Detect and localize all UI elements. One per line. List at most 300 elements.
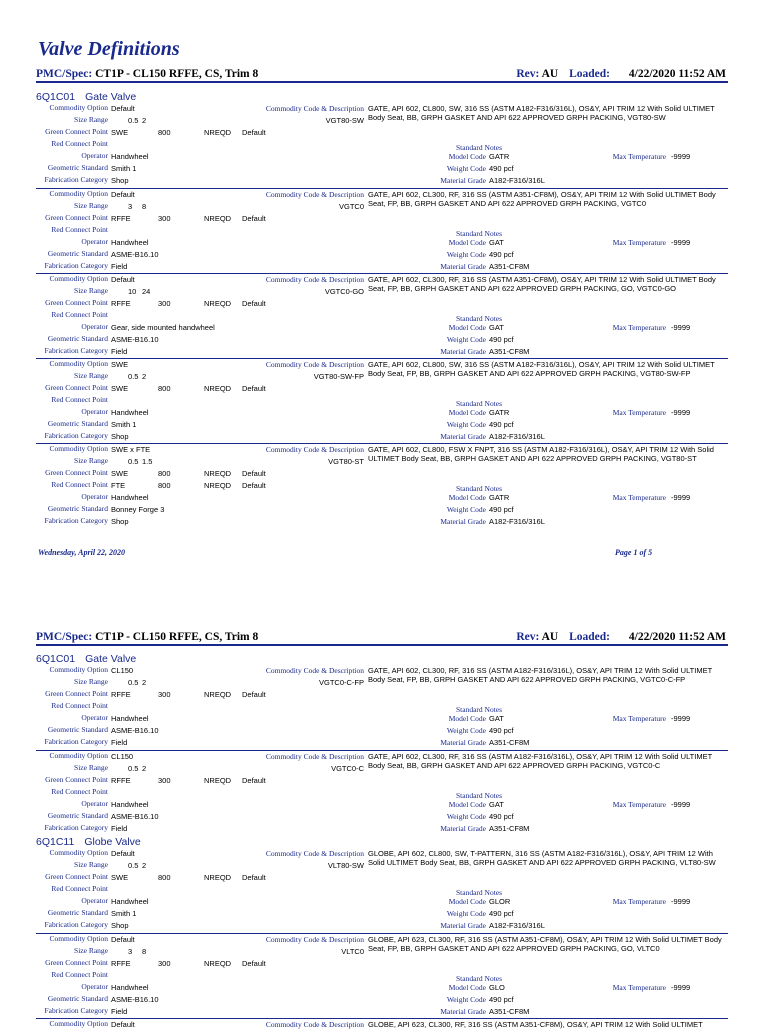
size-range-label: Size Range [74,115,108,124]
green-connect-point-label: Green Connect Point [45,689,108,698]
material-grade-value: A351-CF8M [489,824,530,833]
max-temperature-value: -9999 [671,800,691,809]
commodity-code-description-label: Commodity Code & Description [265,190,364,199]
weight-code-value: 490 pcf [489,335,514,344]
green-rating-value: 300 [158,214,171,223]
green-default-value: Default [242,690,266,699]
commodity-option-label: Commodity Option [49,444,108,453]
commodity-code-description-label: Commodity Code & Description [265,445,364,454]
valve-record [36,665,728,750]
size-from-value: 10 [128,287,137,296]
size-range-label: Size Range [74,860,108,869]
model-code-label: Model Code [448,714,486,723]
green-rating-value: 300 [158,690,171,699]
red-connect-point-label: Red Connect Point [51,395,108,404]
green-default-value: Default [242,214,266,223]
max-temperature-label: Max Temperature [612,714,666,723]
weight-code-label: Weight Code [446,335,486,344]
commodity-option-value: CL150 [111,666,134,675]
green-connect-point-label: Green Connect Point [45,958,108,967]
model-code-value: GATR [489,408,510,417]
size-to-value: 2 [142,678,147,687]
geometric-standard-value: ASME-B16.10 [111,812,159,821]
model-code-label: Model Code [448,983,486,992]
material-grade-value: A182-F316/316L [489,921,545,930]
commodity-description-value: GLOBE, API 602, CL800, SW, T-PATTERN, 316 SS (ASTM A182-F316/316L), OS&Y, API TRIM 12 With Solid ULTIMET Body Seat, BB, GRPH GASKET AND API 622 APPROVED GRPH PACKING, VLT80-SW [368,849,716,867]
fabrication-category-label: Fabrication Category [44,431,108,440]
commodity-code-value: VGTC0 [338,202,364,211]
size-range-label: Size Range [74,946,108,955]
commodity-code-description-label: Commodity Code & Description [265,360,364,369]
fabrication-category-value: Field [111,1007,128,1016]
max-temperature-value: -9999 [671,238,691,247]
fabrication-category-label: Fabrication Category [44,346,108,355]
red-connect-point-label: Red Connect Point [51,787,108,796]
size-range-label: Size Range [74,371,108,380]
commodity-description-value: GATE, API 602, CL300, RF, 316 SS (ASTM A182-F316/316L), OS&Y, API TRIM 12 With Solid ULTIMET Body Seat, FP, BB, GRPH GASKET AND API 622 APPROVED GRPH PACKING, VGTC0-C-FP [368,666,713,684]
green-connect-point-label: Green Connect Point [45,298,108,307]
green-end-value: SWE [111,873,129,882]
rev-value: AU [541,631,559,643]
valve-record [36,1018,728,1030]
green-rating-value: 800 [158,128,171,137]
group-name: Gate Valve [85,653,137,665]
green-req-value: NREQD [204,690,232,699]
material-grade-value: A182-F316/316L [489,517,545,526]
geometric-standard-value: ASME-B16.10 [111,726,159,735]
commodity-option-value: CL150 [111,752,134,761]
green-req-value: NREQD [204,959,232,968]
fabrication-category-label: Fabrication Category [44,823,108,832]
green-rating-value: 800 [158,384,171,393]
material-grade-value: A351-CF8M [489,347,530,356]
commodity-code-value: VGT80-ST [328,457,364,466]
commodity-description-value: GLOBE, API 623, CL300, RF, 316 SS (ASTM A351-CF8M), OS&Y, API TRIM 12 With Solid ULTIMET [368,1020,703,1029]
weight-code-value: 490 pcf [489,995,514,1004]
max-temperature-value: -9999 [671,152,691,161]
valve-record [36,273,728,358]
geometric-standard-label: Geometric Standard [47,334,108,343]
max-temperature-label: Max Temperature [612,493,666,502]
operator-value: Gear, side mounted handwheel [111,323,215,332]
red-connect-point-label: Red Connect Point [51,970,108,979]
weight-code-value: 490 pcf [489,909,514,918]
weight-code-value: 490 pcf [489,505,514,514]
commodity-code-description-label: Commodity Code & Description [265,666,364,675]
operator-label: Operator [81,322,108,331]
geometric-standard-label: Geometric Standard [47,994,108,1003]
green-rating-value: 300 [158,299,171,308]
green-end-value: SWE [111,469,129,478]
red-connect-point-label: Red Connect Point [51,139,108,148]
material-grade-label: Material Grade [440,738,486,747]
red-connect-point-label: Red Connect Point [51,701,108,710]
valve-record [36,103,728,188]
operator-label: Operator [81,407,108,416]
weight-code-value: 490 pcf [489,420,514,429]
model-code-value: GAT [489,800,504,809]
geometric-standard-value: Smith 1 [111,164,137,173]
standard-notes-label: Standard Notes [456,229,503,238]
size-from-value: 0.5 [128,861,139,870]
operator-label: Operator [81,151,108,160]
valve-record [36,750,728,835]
operator-label: Operator [81,713,108,722]
model-code-label: Model Code [448,238,486,247]
geometric-standard-label: Geometric Standard [47,163,108,172]
group-code: 6Q1C01 [36,653,76,665]
valve-record [36,933,728,1018]
green-default-value: Default [242,128,266,137]
commodity-option-label: Commodity Option [49,189,108,198]
max-temperature-value: -9999 [671,493,691,502]
green-end-value: RFFE [111,214,131,223]
material-grade-label: Material Grade [440,1007,486,1016]
commodity-code-value: VGTC0-GO [324,287,364,296]
fabrication-category-value: Shop [111,432,129,441]
commodity-option-value: Default [111,1020,135,1029]
fabrication-category-value: Field [111,347,128,356]
commodity-option-label: Commodity Option [49,848,108,857]
max-temperature-value: -9999 [671,408,691,417]
weight-code-label: Weight Code [446,726,486,735]
commodity-code-description-label: Commodity Code & Description [265,935,364,944]
commodity-description-value: GATE, API 602, CL300, RF, 316 SS (ASTM A351-CF8M), OS&Y, API TRIM 12 With Solid ULTIMET Body Seat, FP, BB, GRPH GASKET AND API 622 APPROVED GRPH PACKING, VGTC0 [368,190,716,208]
commodity-code-value: VGT80-SW-FP [313,372,364,381]
green-rating-value: 300 [158,776,171,785]
geometric-standard-value: ASME-B16.10 [111,250,159,259]
green-end-value: SWE [111,128,129,137]
commodity-option-value: Default [111,190,135,199]
operator-value: Handwheel [111,983,149,992]
loaded-label: Loaded: [569,68,610,80]
green-connect-point-label: Green Connect Point [45,468,108,477]
green-req-value: NREQD [204,469,232,478]
red-rating-value: 800 [158,481,171,490]
group-name: Globe Valve [84,836,141,848]
size-to-value: 2 [142,764,147,773]
max-temperature-label: Max Temperature [612,408,666,417]
loaded-value: 4/22/2020 11:52 AM [628,68,726,80]
commodity-description-value: GATE, API 602, CL300, RF, 316 SS (ASTM A351-CF8M), OS&Y, API TRIM 12 With Solid ULTIMET Body Seat, FP, BB, GRPH GASKET AND API 622 APPROVED GRPH PACKING, GO, VGTC0-GO [368,275,716,293]
valve-record [36,188,728,273]
green-default-value: Default [242,469,266,478]
operator-label: Operator [81,237,108,246]
green-req-value: NREQD [204,873,232,882]
operator-label: Operator [81,799,108,808]
max-temperature-label: Max Temperature [612,323,666,332]
fabrication-category-value: Field [111,262,128,271]
commodity-description-value: GATE, API 602, CL800, SW, 316 SS (ASTM A182-F316/316L), OS&Y, API TRIM 12 With Solid ULTIMET Body Seat, FP, BB, GRPH GASKET AND API 622 APPROVED GRPH PACKING, VGT80-SW-FP [368,360,715,378]
weight-code-label: Weight Code [446,812,486,821]
pmc-spec-label: PMC/Spec: [36,68,93,80]
fabrication-category-value: Field [111,824,128,833]
commodity-option-value: Default [111,275,135,284]
rev-label: Rev: [516,68,540,80]
group-title [36,91,136,103]
commodity-code-value: VGT80-SW [325,116,364,125]
geometric-standard-label: Geometric Standard [47,725,108,734]
operator-label: Operator [81,492,108,501]
max-temperature-label: Max Temperature [612,897,666,906]
commodity-option-label: Commodity Option [49,934,108,943]
green-end-value: SWE [111,384,129,393]
red-connect-point-label: Red Connect Point [51,884,108,893]
standard-notes-label: Standard Notes [456,888,503,897]
pmc-spec-label: PMC/Spec: [36,631,93,643]
spec-header-bar [36,67,728,83]
green-connect-point-label: Green Connect Point [45,213,108,222]
commodity-code-description-label: Commodity Code & Description [265,104,364,113]
geometric-standard-value: Smith 1 [111,420,137,429]
material-grade-value: A351-CF8M [489,1007,530,1016]
max-temperature-label: Max Temperature [612,152,666,161]
size-from-value: 0.5 [128,457,139,466]
green-end-value: RFFE [111,959,131,968]
rev-value: AU [541,68,559,80]
size-to-value: 2 [142,372,147,381]
green-req-value: NREQD [204,128,232,137]
group-title [36,836,141,848]
size-from-value: 0.5 [128,372,139,381]
max-temperature-value: -9999 [671,323,691,332]
green-req-value: NREQD [204,776,232,785]
material-grade-label: Material Grade [440,176,486,185]
commodity-code-value: VLT80-SW [327,861,364,870]
weight-code-label: Weight Code [446,909,486,918]
green-connect-point-label: Green Connect Point [45,872,108,881]
commodity-code-description-label: Commodity Code & Description [265,1020,364,1029]
fabrication-category-value: Shop [111,517,129,526]
commodity-code-value: VLTC0 [341,947,364,956]
green-default-value: Default [242,873,266,882]
max-temperature-label: Max Temperature [612,800,666,809]
weight-code-label: Weight Code [446,250,486,259]
operator-value: Handwheel [111,493,149,502]
size-from-value: 0.5 [128,678,139,687]
green-rating-value: 800 [158,873,171,882]
size-to-value: 2 [142,861,147,870]
commodity-option-label: Commodity Option [49,1019,108,1028]
size-range-label: Size Range [74,286,108,295]
weight-code-label: Weight Code [446,420,486,429]
green-default-value: Default [242,299,266,308]
document-title: Valve Definitions [38,38,180,60]
geometric-standard-value: ASME-B16.10 [111,335,159,344]
material-grade-value: A182-F316/316L [489,432,545,441]
size-to-value: 24 [142,287,151,296]
operator-value: Handwheel [111,152,149,161]
group-title [36,653,136,665]
green-rating-value: 800 [158,469,171,478]
geometric-standard-value: Smith 1 [111,909,137,918]
weight-code-label: Weight Code [446,164,486,173]
commodity-option-label: Commodity Option [49,274,108,283]
size-to-value: 2 [142,116,147,125]
commodity-description-value: GATE, API 602, CL800, SW, 316 SS (ASTM A182-F316/316L), OS&Y, API TRIM 12 With Solid ULTIMET Body Seat, BB, GRPH GASKET AND API 622 APPROVED GRPH PACKING, VGT80-SW [368,104,715,122]
commodity-code-value: VGTC0-C-FP [319,678,364,687]
operator-value: Handwheel [111,714,149,723]
commodity-code-description-label: Commodity Code & Description [265,275,364,284]
max-temperature-label: Max Temperature [612,238,666,247]
size-from-value: 3 [128,202,133,211]
weight-code-value: 490 pcf [489,726,514,735]
commodity-option-value: Default [111,849,135,858]
fabrication-category-label: Fabrication Category [44,1006,108,1015]
operator-label: Operator [81,896,108,905]
size-from-value: 3 [128,947,133,956]
standard-notes-label: Standard Notes [456,791,503,800]
green-req-value: NREQD [204,214,232,223]
green-connect-point-label: Green Connect Point [45,383,108,392]
green-rating-value: 300 [158,959,171,968]
operator-value: Handwheel [111,408,149,417]
standard-notes-label: Standard Notes [456,143,503,152]
commodity-option-label: Commodity Option [49,751,108,760]
green-req-value: NREQD [204,384,232,393]
fabrication-category-label: Fabrication Category [44,516,108,525]
green-connect-point-label: Green Connect Point [45,775,108,784]
green-default-value: Default [242,959,266,968]
weight-code-label: Weight Code [446,995,486,1004]
material-grade-value: A182-F316/316L [489,176,545,185]
model-code-label: Model Code [448,152,486,161]
model-code-label: Model Code [448,493,486,502]
max-temperature-value: -9999 [671,714,691,723]
commodity-code-value: VGTC0-C [331,764,364,773]
footer-date: Wednesday, April 22, 2020 [38,548,126,557]
geometric-standard-label: Geometric Standard [47,249,108,258]
operator-value: Handwheel [111,800,149,809]
fabrication-category-value: Field [111,738,128,747]
commodity-option-label: Commodity Option [49,665,108,674]
red-connect-point-label: Red Connect Point [51,225,108,234]
commodity-option-label: Commodity Option [49,103,108,112]
model-code-label: Model Code [448,408,486,417]
green-end-value: RFFE [111,299,131,308]
material-grade-label: Material Grade [440,517,486,526]
green-end-value: RFFE [111,690,131,699]
model-code-value: GAT [489,714,504,723]
size-range-label: Size Range [74,763,108,772]
commodity-option-value: SWE [111,360,129,369]
size-to-value: 1.5 [142,457,153,466]
weight-code-value: 490 pcf [489,250,514,259]
fabrication-category-label: Fabrication Category [44,920,108,929]
weight-code-label: Weight Code [446,505,486,514]
model-code-value: GAT [489,323,504,332]
model-code-label: Model Code [448,800,486,809]
valve-record [36,443,728,528]
pmc-spec-value: CT1P - CL150 RFFE, CS, Trim 8 [95,631,259,643]
fabrication-category-label: Fabrication Category [44,175,108,184]
standard-notes-label: Standard Notes [456,484,503,493]
material-grade-value: A351-CF8M [489,738,530,747]
geometric-standard-label: Geometric Standard [47,419,108,428]
geometric-standard-label: Geometric Standard [47,504,108,513]
model-code-value: GLO [489,983,505,992]
loaded-value: 4/22/2020 11:52 AM [628,631,726,643]
standard-notes-label: Standard Notes [456,974,503,983]
operator-label: Operator [81,982,108,991]
page-number: Page 1 of 5 [615,548,653,557]
fabrication-category-value: Shop [111,176,129,185]
valve-record [36,848,728,933]
rev-label: Rev: [516,631,540,643]
size-to-value: 8 [142,947,147,956]
model-code-value: GAT [489,238,504,247]
material-grade-label: Material Grade [440,921,486,930]
size-range-label: Size Range [74,456,108,465]
model-code-value: GATR [489,152,510,161]
model-code-label: Model Code [448,323,486,332]
max-temperature-value: -9999 [671,983,691,992]
commodity-option-label: Commodity Option [49,359,108,368]
material-grade-label: Material Grade [440,262,486,271]
geometric-standard-value: ASME-B16.10 [111,995,159,1004]
model-code-value: GATR [489,493,510,502]
operator-value: Handwheel [111,897,149,906]
size-to-value: 8 [142,202,147,211]
green-req-value: NREQD [204,299,232,308]
model-code-value: GLOR [489,897,511,906]
material-grade-label: Material Grade [440,347,486,356]
material-grade-label: Material Grade [440,432,486,441]
commodity-option-value: Default [111,935,135,944]
standard-notes-label: Standard Notes [456,399,503,408]
geometric-standard-label: Geometric Standard [47,811,108,820]
red-end-value: FTE [111,481,126,490]
operator-value: Handwheel [111,238,149,247]
group-name: Gate Valve [85,91,137,103]
material-grade-value: A351-CF8M [489,262,530,271]
geometric-standard-value: Bonney Forge 3 [111,505,165,514]
loaded-label: Loaded: [569,631,610,643]
group-code: 6Q1C11 [36,836,75,848]
red-req-value: NREQD [204,481,232,490]
group-code: 6Q1C01 [36,91,76,103]
fabrication-category-value: Shop [111,921,129,930]
weight-code-value: 490 pcf [489,812,514,821]
standard-notes-label: Standard Notes [456,705,503,714]
valve-record [36,358,728,443]
red-connect-point-label: Red Connect Point [51,310,108,319]
red-connect-point-label: Red Connect Point [51,480,108,489]
green-end-value: RFFE [111,776,131,785]
commodity-description-value: GATE, API 602, CL800, FSW X FNPT, 316 SS (ASTM A182-F316/316L), OS&Y, API TRIM 12 With Solid ULTIMET Body Seat, BB, GRPH GASKET AND API 622 APPROVED GRPH PACKING, VGT80-ST [368,445,714,463]
max-temperature-value: -9999 [671,897,691,906]
spec-header-bar [36,630,728,646]
geometric-standard-label: Geometric Standard [47,908,108,917]
commodity-option-value: SWE x FTE [111,445,151,454]
fabrication-category-label: Fabrication Category [44,737,108,746]
standard-notes-label: Standard Notes [456,314,503,323]
max-temperature-label: Max Temperature [612,983,666,992]
size-range-label: Size Range [74,677,108,686]
commodity-description-value: GLOBE, API 623, CL300, RF, 316 SS (ASTM A351-CF8M), OS&Y, API TRIM 12 With Solid ULTIMET Body Seat, FP, BB, GRPH GASKET AND API 622 APPROVED GRPH PACKING, GO, VLTC0 [368,935,722,953]
size-range-label: Size Range [74,201,108,210]
weight-code-value: 490 pcf [489,164,514,173]
commodity-description-value: GATE, API 602, CL300, RF, 316 SS (ASTM A182-F316/316L), OS&Y, API TRIM 12 With Solid ULTIMET Body Seat, BB, GRPH GASKET AND API 622 APPROVED GRPH PACKING, VGTC0-C [368,752,713,770]
size-from-value: 0.5 [128,116,139,125]
pmc-spec-value: CT1P - CL150 RFFE, CS, Trim 8 [95,68,259,80]
green-default-value: Default [242,776,266,785]
fabrication-category-label: Fabrication Category [44,261,108,270]
commodity-option-value: Default [111,104,135,113]
green-connect-point-label: Green Connect Point [45,127,108,136]
green-default-value: Default [242,384,266,393]
commodity-code-description-label: Commodity Code & Description [265,849,364,858]
